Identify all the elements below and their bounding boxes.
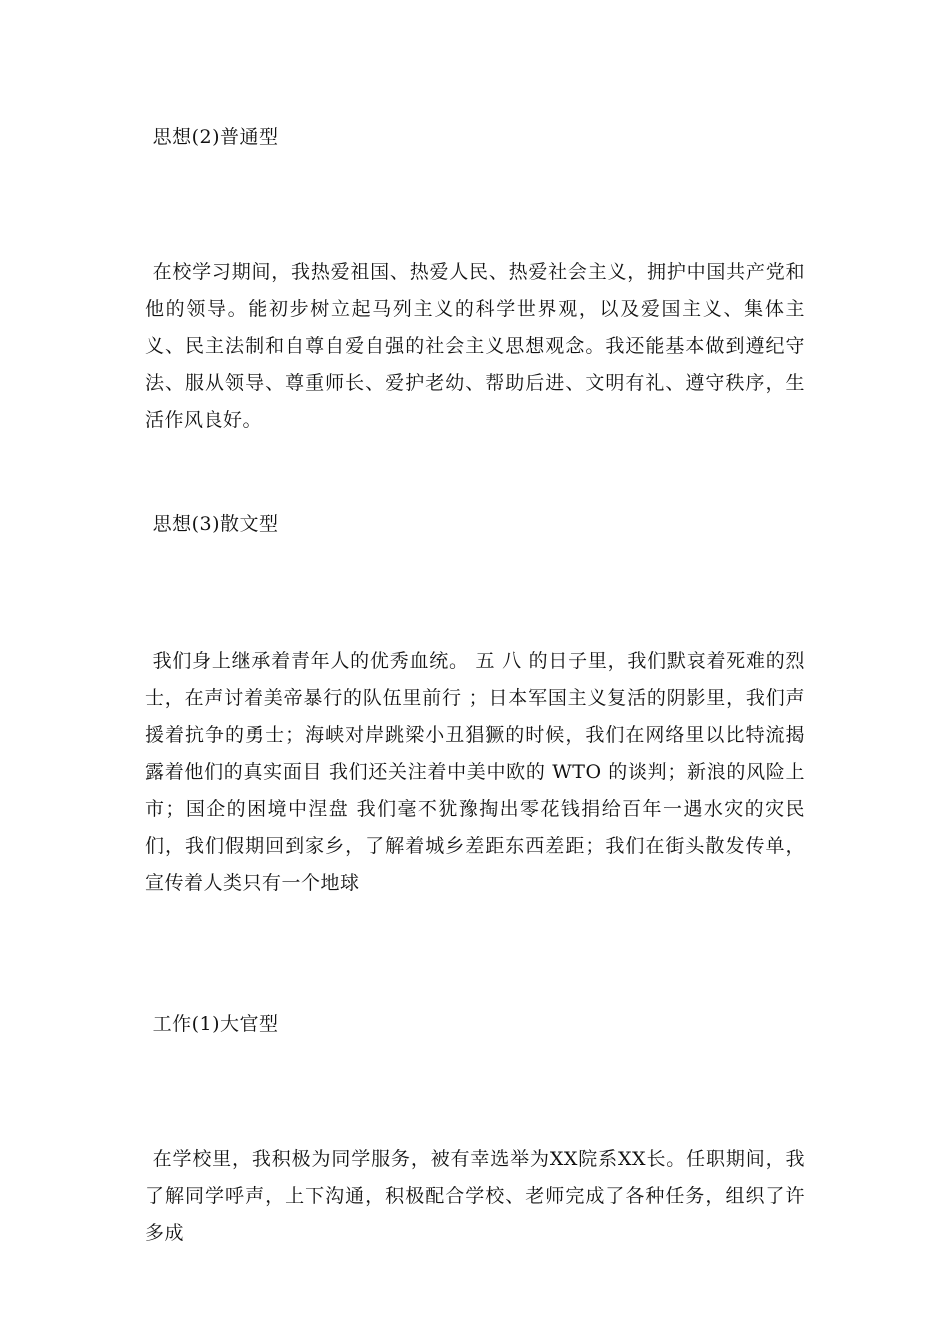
section-heading-work-1: 工作(1)大官型 [152, 1013, 279, 1035]
section-paragraph-ideology-3: 我们身上继承着青年人的优秀血统。 五 八 的日子里，我们默哀着死难的烈士，在声讨着美帝暴行的队伍里前行 ；日本军国主义复活的阴影里，我们声援着抗争的勇士；海峡对岸跳梁小丑猖獗的时候，我们在网络里以比特流揭露着他们的真实面目 我们还关注着中美中欧的 WTO 的谈判；新浪的风险上市；国企的困境中涅盘 我们毫不犹豫掏出零花钱捐给百年一遇水灾的灾民们，我们假期回到家乡，了解着城乡差距东西差距；我们在街头散发传单，宣传着人类只有一个地球 [145, 650, 805, 894]
section-paragraph-work-1: 在学校里，我积极为同学服务，被有幸选举为XX院系XX长。任职期间，我了解同学呼声，上下沟通，积极配合学校、老师完成了各种任务，组织了许多成 [145, 1148, 805, 1244]
section-heading-ideology-3: 思想(3)散文型 [152, 513, 279, 535]
section-paragraph-ideology-2: 在校学习期间，我热爱祖国、热爱人民、热爱社会主义，拥护中国共产党和他的领导。能初步树立起马列主义的科学世界观，以及爱国主义、集体主义、民主法制和自尊自爱自强的社会主义思想观念。我还能基本做到遵纪守法、服从领导、尊重师长、爱护老幼、帮助后进、文明有礼、遵守秩序，生活作风良好。 [145, 261, 805, 431]
section-heading-ideology-2: 思想(2)普通型 [152, 126, 279, 148]
